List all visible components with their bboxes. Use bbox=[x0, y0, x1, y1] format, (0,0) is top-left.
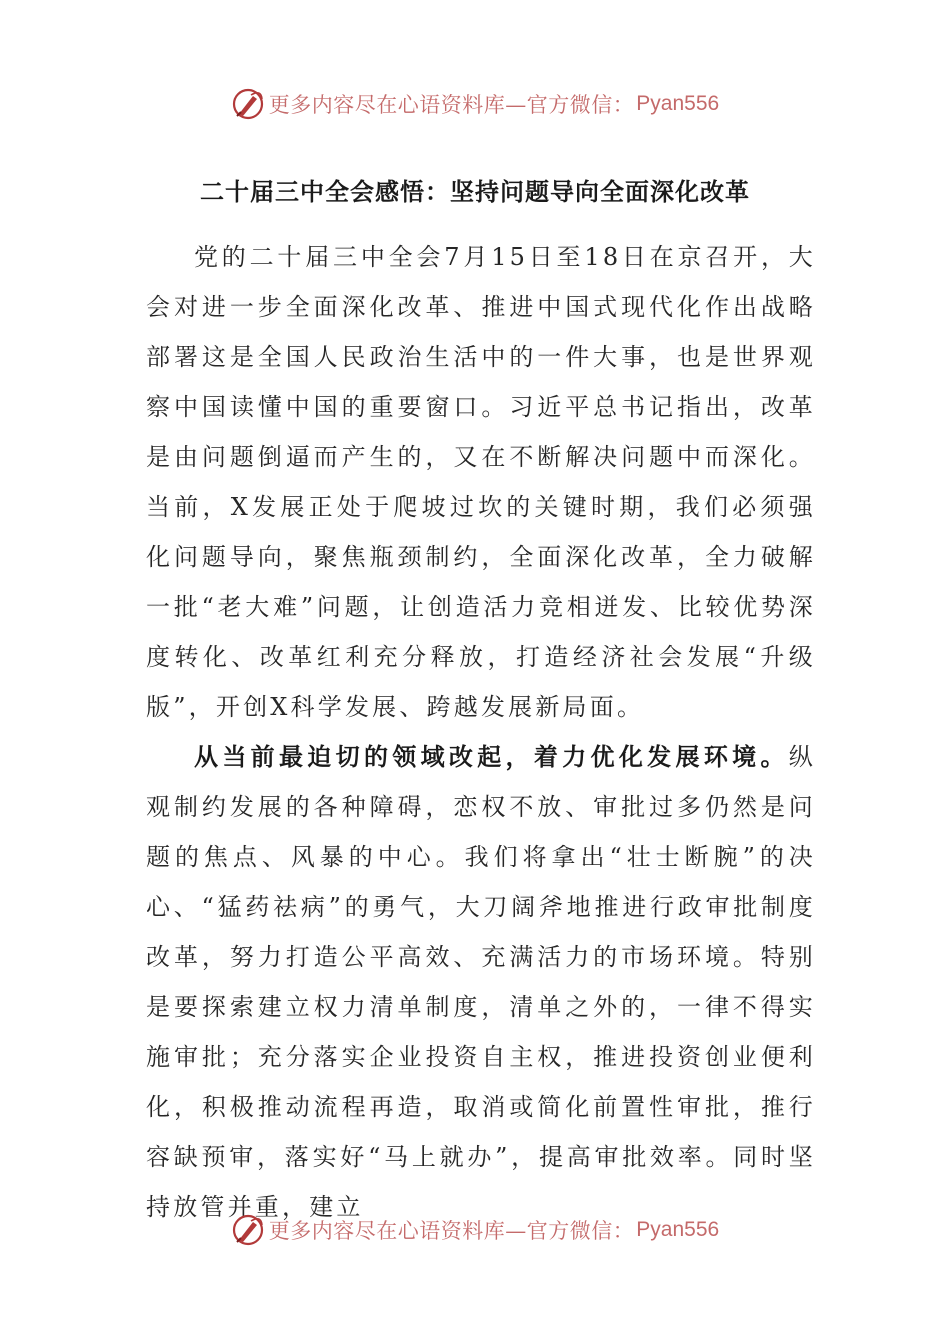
footer-watermark-banner bbox=[0, 1208, 950, 1252]
paragraph-2 bbox=[146, 732, 816, 1232]
wechat-id: Pyan556 bbox=[636, 1218, 720, 1241]
quill-pen-circle-icon bbox=[231, 1213, 265, 1247]
paragraph-lead: 从当前最迫切的领域改起，着力优化发展环境。 bbox=[194, 743, 789, 771]
header-watermark-banner bbox=[0, 82, 950, 126]
watermark-text: 更多内容尽在心语资料库—官方微信： bbox=[268, 1219, 635, 1243]
watermark-text: 更多内容尽在心语资料库—官方微信： bbox=[268, 93, 635, 117]
quill-pen-circle-icon bbox=[231, 87, 265, 121]
wechat-id: Pyan556 bbox=[636, 92, 720, 115]
document-body bbox=[146, 232, 816, 1232]
paragraph-text: 纵观制约发展的各种障碍，恋权不放、审批过多仍然是问题的焦点、风暴的中心。我们将拿出“壮士断腕”的决心、“猛药祛病”的勇气，大刀阔斧地推进行政审批制度改革，努力打造公平高效、充满活力的市场环境。特别是要探索建立权力清单制度，清单之外的，一律不得实施审批；充分落实企业投资自主权，推进投资创业便利化，积极推动流程再造，取消或简化前置性审批，推行容缺预审，落实好“马上就办”，提高审批效率。同时坚持放管并重，建立 bbox=[146, 743, 816, 1221]
paragraph-text: 党的二十届三中全会7月15日至18日在京召开，大会对进一步全面深化改革、推进中国式现代化作出战略部署这是全国人民政治生活中的一件大事，也是世界观察中国读懂中国的重要窗口。习近平总书记指出，改革是由问题倒逼而产生的，又在不断解决问题中而深化。当前，X发展正处于爬坡过坎的关键时期，我们必须强化问题导向，聚焦瓶颈制约，全面深化改革，全力破解一批“老大难”问题，让创造活力竞相迸发、比较优势深度转化、改革红利充分释放，打造经济社会发展“升级版”，开创X科学发展、跨越发展新局面。 bbox=[146, 243, 816, 721]
document-title: 二十届三中全会感悟：坚持问题导向全面深化改革 bbox=[200, 178, 750, 206]
paragraph-1 bbox=[146, 232, 816, 732]
